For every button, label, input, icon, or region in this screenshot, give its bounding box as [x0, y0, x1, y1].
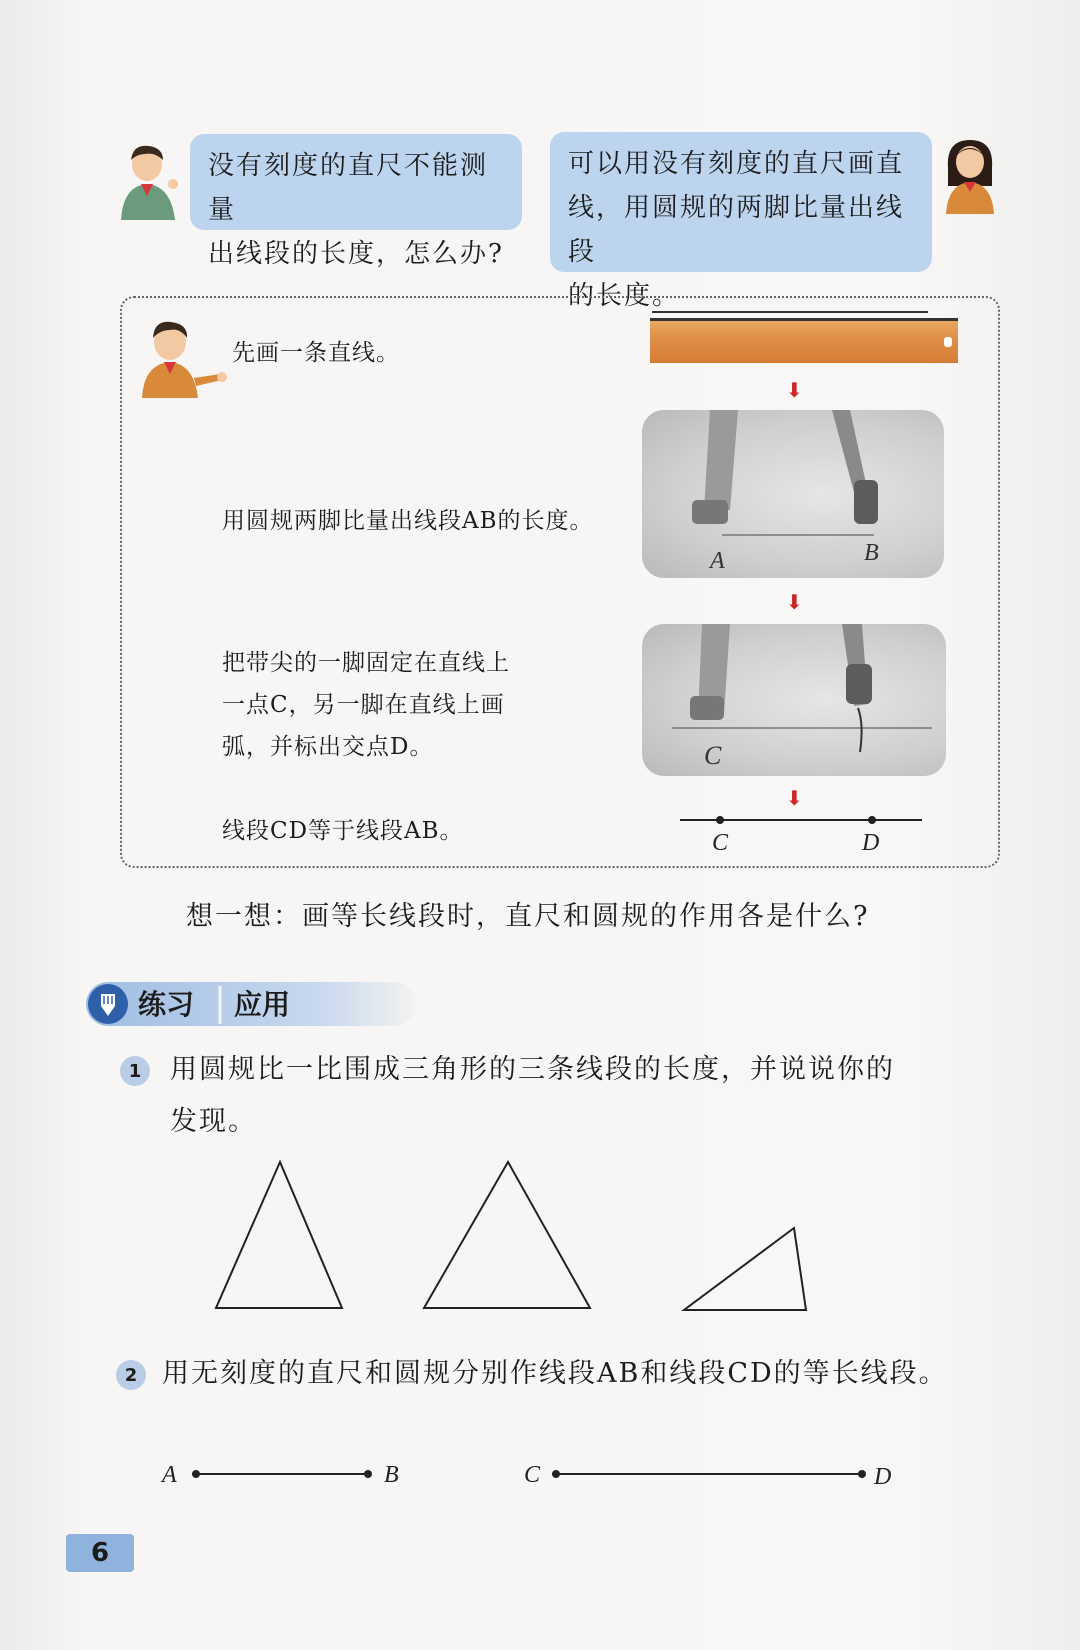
- point-c-label: C: [704, 741, 722, 770]
- compass-arc-drawing: [642, 624, 946, 776]
- segment-label-a: A: [162, 1462, 177, 1488]
- step3-line: 把带尖的一脚固定在直线上: [222, 650, 510, 676]
- bubble-line: 出线段的长度，怎么办?: [208, 239, 504, 269]
- result-label-d: D: [862, 830, 880, 854]
- compass-arc-photo: [642, 624, 946, 776]
- exercise-2-text: 用无刻度的直尺和圆规分别作线段AB和线段CD的等长线段。: [162, 1358, 948, 1389]
- segment-label-c: C: [524, 1462, 541, 1488]
- triangle-scalene: [684, 1228, 806, 1310]
- drawn-line: [652, 311, 928, 313]
- exercise-1-line: 用圆规比一比围成三角形的三条线段的长度，并说说你的: [170, 1054, 895, 1085]
- girl-avatar: [938, 134, 1002, 214]
- step3-line: 一点C，另一脚在直线上画: [222, 692, 505, 718]
- section-tag-practice: 练习: [138, 988, 195, 1021]
- exercise-segments: [158, 1454, 898, 1494]
- compass-measure-photo: [642, 410, 944, 578]
- segment-label-d: D: [874, 1464, 892, 1490]
- down-arrow-icon: ⬇: [786, 786, 803, 810]
- demonstration-box: [120, 296, 1000, 868]
- speech-bubble-right: [550, 132, 932, 311]
- result-label-c: C: [712, 830, 729, 854]
- bubble-line: 可以用没有刻度的直尺画直: [568, 149, 905, 179]
- section-header-practice: [86, 980, 416, 1030]
- point-a-label: A: [710, 548, 725, 574]
- triangle-equilateral: [424, 1162, 590, 1308]
- think-prompt: 想一想：画等长线段时，直尺和圆规的作用各是什么?: [186, 901, 870, 932]
- compass-measure-drawing: [642, 410, 944, 578]
- boy-presenter-avatar: [138, 316, 228, 398]
- triangles-figure: [200, 1156, 820, 1316]
- section-tag-application: 应用: [234, 988, 291, 1021]
- ruler-image: [650, 318, 958, 363]
- step3-line: 弧，并标出交点D。: [222, 734, 434, 760]
- step3-text: [222, 642, 510, 768]
- step1-text: 先画一条直线。: [232, 340, 400, 366]
- bubble-line: 线，用圆规的两脚比量出线段: [568, 193, 905, 267]
- exercise-number-badge: 1: [120, 1056, 150, 1086]
- step2-text: 用圆规两脚比量出线段AB的长度。: [222, 508, 594, 534]
- boy-avatar: [115, 140, 185, 220]
- result-segment-cd: [676, 806, 926, 854]
- page-number: 6: [66, 1534, 134, 1572]
- down-arrow-icon: ⬇: [786, 590, 803, 614]
- down-arrow-icon: ⬇: [786, 378, 803, 402]
- exercise-1-text: [170, 1044, 895, 1148]
- bubble-line: 的长度。: [568, 281, 681, 311]
- bubble-line: 没有刻度的直尺不能测量: [208, 151, 489, 225]
- ruler-hole: [944, 337, 952, 347]
- triangle-isosceles: [216, 1162, 342, 1308]
- speech-bubble-left: [190, 134, 522, 269]
- segment-label-b: B: [384, 1462, 399, 1488]
- point-b-label: B: [864, 540, 879, 566]
- exercise-1-line: 发现。: [170, 1106, 257, 1137]
- exercise-number-badge: 2: [116, 1360, 146, 1390]
- step4-text: 线段CD等于线段AB。: [222, 818, 464, 844]
